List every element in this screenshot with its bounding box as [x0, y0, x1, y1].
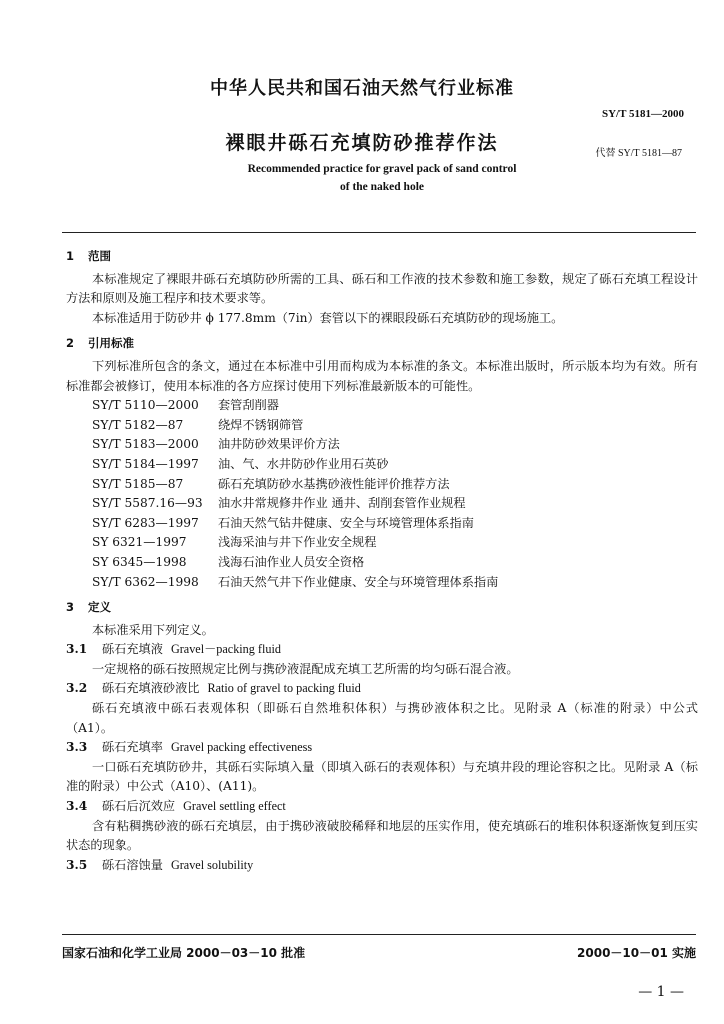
page-number: — 1 —: [638, 984, 684, 1000]
definition-number: 3.4: [66, 799, 88, 814]
definition-english-term: Ratio of gravel to packing fluid: [207, 681, 361, 696]
definition-term: 砾石溶蚀量: [102, 857, 163, 872]
reference-code: SY/T 6362—1998: [92, 574, 199, 589]
definition-number: 3.2: [66, 681, 88, 696]
definition-heading: [66, 679, 698, 699]
definition-term: 砾石充填液砂液比: [102, 681, 200, 696]
definition-english-term: Gravel－packing fluid: [170, 642, 281, 657]
definition-heading: [66, 856, 698, 876]
reference-item: [66, 455, 698, 475]
section-number: 1: [66, 249, 75, 263]
reference-title: 油、气、水井防砂作业用石英砂: [218, 456, 389, 471]
reference-code: SY/T 5183—2000: [92, 437, 199, 452]
footer-rule: [62, 934, 696, 935]
reference-code: SY/T 5184—1997: [92, 456, 199, 471]
definition-text: 一口砾石充填防砂井，其砾石实际填入量（即填入砾石的表观体积）与充填井段的理论容积之比。见附录 A（标准的附录）中公式（A10）、(A11)。: [66, 759, 698, 794]
reference-title: 浅海采油与井下作业安全规程: [218, 535, 377, 550]
reference-title: 石油天然气钻井健康、安全与环境管理体系指南: [218, 515, 474, 530]
reference-title: 砾石充填防砂水基携砂液性能评价推荐方法: [218, 476, 450, 491]
definition-term: 砾石充填率: [102, 740, 163, 755]
section-title: 引用标准: [88, 336, 134, 351]
reference-item: [66, 475, 698, 495]
definition-text: 一定规格的砾石按照规定比例与携砂液混配成充填工艺所需的均匀砾石混合液。: [92, 661, 519, 676]
reference-item: [66, 553, 698, 573]
reference-title: 石油天然气井下作业健康、安全与环境管理体系指南: [218, 574, 499, 589]
definition-heading: [66, 640, 698, 660]
reference-code: SY 6345—1998: [92, 554, 187, 569]
reference-title: 油水井常规修井作业 通井、刮削套管作业规程: [218, 496, 466, 511]
section-2-paragraph-1: 下列标准所包含的条文，通过在本标准中引用而构成为本标准的条文。本标准出版时，所示版本均为有效。所有标准都会被修订，使用本标准的各方应探讨使用下列标准最新版本的可能性。: [66, 358, 698, 393]
definition-heading: [66, 738, 698, 758]
section-2-heading: [66, 334, 698, 354]
section-3-intro: 本标准采用下列定义。: [92, 622, 214, 637]
definition-english-term: Gravel packing effectiveness: [170, 740, 313, 755]
reference-item: [66, 533, 698, 553]
definition-text: 砾石充填液中砾石表观体积（即砾石自然堆积体积）与携砂液体积之比。见附录 A（标准的附录）中公式（A1）。: [66, 701, 698, 735]
reference-code: SY/T 6283—1997: [92, 515, 199, 530]
section-number: 2: [66, 336, 75, 351]
section-1-paragraph-2: 本标准适用于防砂井 ϕ 177.8mm（7in）套管以下的裸眼段砾石充填防砂的现场施工。: [92, 310, 564, 325]
reference-title: 绕焊不锈钢筛管: [218, 417, 304, 432]
reference-item: [66, 573, 698, 593]
section-title: 范围: [88, 249, 111, 263]
section-3-heading: [66, 598, 698, 618]
reference-item: [66, 514, 698, 534]
reference-code: SY/T 5182—87: [92, 417, 184, 432]
reference-item: [66, 416, 698, 436]
section-1-paragraph-1: 本标准规定了裸眼井砾石充填防砂所需的工具、砾石和工作液的技术参数和施工参数，规定了砾石充填工程设计方法和原则及施工程序和技术要求等。: [66, 271, 698, 306]
reference-code: SY/T 5185—87: [92, 476, 184, 491]
definition-term: 砾石后沉效应: [102, 799, 176, 814]
document-body: [66, 244, 698, 875]
definition-text: 含有粘稠携砂液的砾石充填层，由于携砂液破胶稀释和地层的压实作用，使充填砾石的堆积体积逐渐恢复到压实状态的现象。: [66, 818, 698, 853]
definition-english-term: Gravel settling effect: [183, 799, 286, 814]
reference-item: [66, 435, 698, 455]
reference-title: 油井防砂效果评价方法: [218, 437, 340, 452]
definition-term: 砾石充填液: [102, 642, 163, 657]
reference-code: SY/T 5110—2000: [92, 398, 199, 413]
header-rule: [62, 232, 696, 233]
reference-title: 套管刮削器: [218, 398, 279, 413]
standard-code: SY/T 5181—2000: [601, 108, 684, 120]
replaces-note: 代替 SY/T 5181—87: [595, 148, 682, 159]
definition-number: 3.3: [66, 740, 88, 755]
reference-title: 浅海石油作业人员安全资格: [218, 554, 365, 569]
definition-number: 3.1: [66, 642, 88, 657]
section-title: 定义: [88, 600, 111, 615]
reference-item: [66, 494, 698, 514]
definition-english-term: Gravel solubility: [170, 857, 254, 872]
reference-code: SY 6321—1997: [92, 535, 187, 550]
reference-item: [66, 396, 698, 416]
section-number: 3: [66, 600, 75, 615]
english-title-line-2: of the naked hole: [339, 181, 425, 193]
implementation-date: 2000－10－01 实施: [577, 946, 696, 960]
approval-note: 国家石油和化学工业局 2000－03－10 批准: [62, 946, 306, 960]
definition-heading: [66, 797, 698, 817]
reference-code: SY/T 5587.16—93: [92, 496, 203, 511]
definition-number: 3.5: [66, 857, 88, 872]
standard-type-heading: 中华人民共和国石油天然气行业标准: [210, 78, 514, 99]
section-1-heading: [66, 247, 698, 267]
document-title: 裸眼井砾石充填防砂推荐作法: [225, 132, 499, 154]
english-title-line-1: Recommended practice for gravel pack of sand control: [247, 163, 517, 175]
